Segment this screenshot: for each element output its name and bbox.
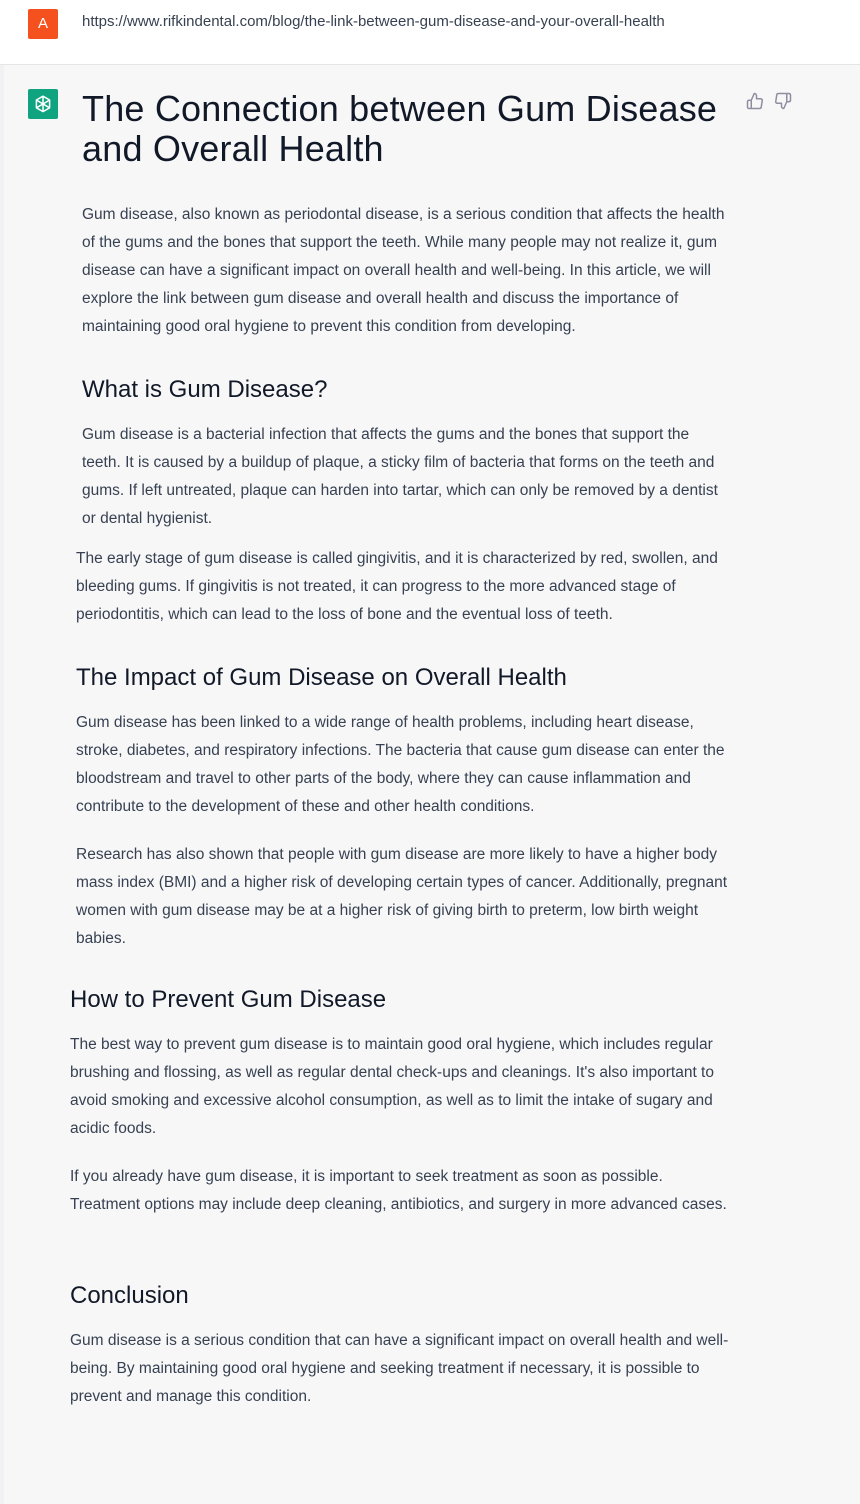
section-paragraph: Gum disease is a serious condition that can have a significant impact on overall health and well-being. By maintaining good oral hygiene and seeking treatment if necessary, it is possible to prevent and manage this condition. xyxy=(70,1332,729,1405)
section-paragraph: If you already have gum disease, it is important to seek treatment as soon as possible. Treatment options may include deep cleaning, antibiotics, and surgery in more advanced cases. xyxy=(70,1168,727,1213)
assistant-avatar xyxy=(28,89,58,119)
section-heading: Conclusion xyxy=(70,1282,189,1309)
section-paragraph: The early stage of gum disease is called gingivitis, and it is characterized by red, swollen, and bleeding gums. If gingivitis is not treated, it can progress to the more advanced stage of periodontitis, which can lead to the loss of bone and the eventual loss of teeth. xyxy=(76,550,718,623)
user-message-row xyxy=(0,0,860,65)
intro-paragraph: Gum disease, also known as periodontal disease, is a serious condition that affects the health of the gums and the bones that support the teeth. While many people may not realize it, gum disease can have a significant impact on overall health and well-being. In this article, we will explore the link between gum disease and overall health and discuss the importance of maintaining good oral hygiene to prevent this condition from developing. xyxy=(82,206,725,335)
thumbs-up-icon xyxy=(746,92,764,110)
thumbs-down-icon xyxy=(774,92,792,110)
assistant-message-row xyxy=(0,65,860,1504)
section-paragraph: The best way to prevent gum disease is to maintain good oral hygiene, which includes regular brushing and flossing, as well as regular dental check-ups and cleanings. It's also important to avoid smoking and excessive alcohol consumption, as well as to limit the intake of sugary and acidic foods. xyxy=(70,1036,714,1137)
thumbs-down-button[interactable] xyxy=(774,92,792,110)
section-heading: What is Gum Disease? xyxy=(82,376,328,403)
openai-logo-icon xyxy=(32,93,54,115)
article-title: The Connection between Gum Disease and Overall Health xyxy=(82,88,718,169)
row-divider xyxy=(0,65,4,1504)
section-paragraph: Research has also shown that people with gum disease are more likely to have a higher body mass index (BMI) and a higher risk of developing certain types of cancer. Additionally, pregnant women with gum disease may be at a higher risk of giving birth to preterm, low birth weight babies. xyxy=(76,846,728,947)
user-avatar: A xyxy=(28,9,58,39)
thumbs-up-button[interactable] xyxy=(746,92,764,110)
section-heading: The Impact of Gum Disease on Overall Health xyxy=(76,664,567,691)
section-heading: How to Prevent Gum Disease xyxy=(70,986,387,1013)
section-paragraph: Gum disease is a bacterial infection that affects the gums and the bones that support the teeth. It is caused by a buildup of plaque, a sticky film of bacteria that forms on the teeth and gums. If left untreated, plaque can harden into tartar, which can only be removed by a dentist or dental hygienist. xyxy=(82,426,718,527)
section-paragraph: Gum disease has been linked to a wide range of health problems, including heart disease, stroke, diabetes, and respiratory infections. The bacteria that cause gum disease can enter the bloodstream and travel to other parts of the body, where they can cause inflammation and contribute to the development of these and other health conditions. xyxy=(76,714,725,815)
user-message-text: https://www.rifkindental.com/blog/the-link-between-gum-disease-and-your-overall-health xyxy=(82,13,665,30)
